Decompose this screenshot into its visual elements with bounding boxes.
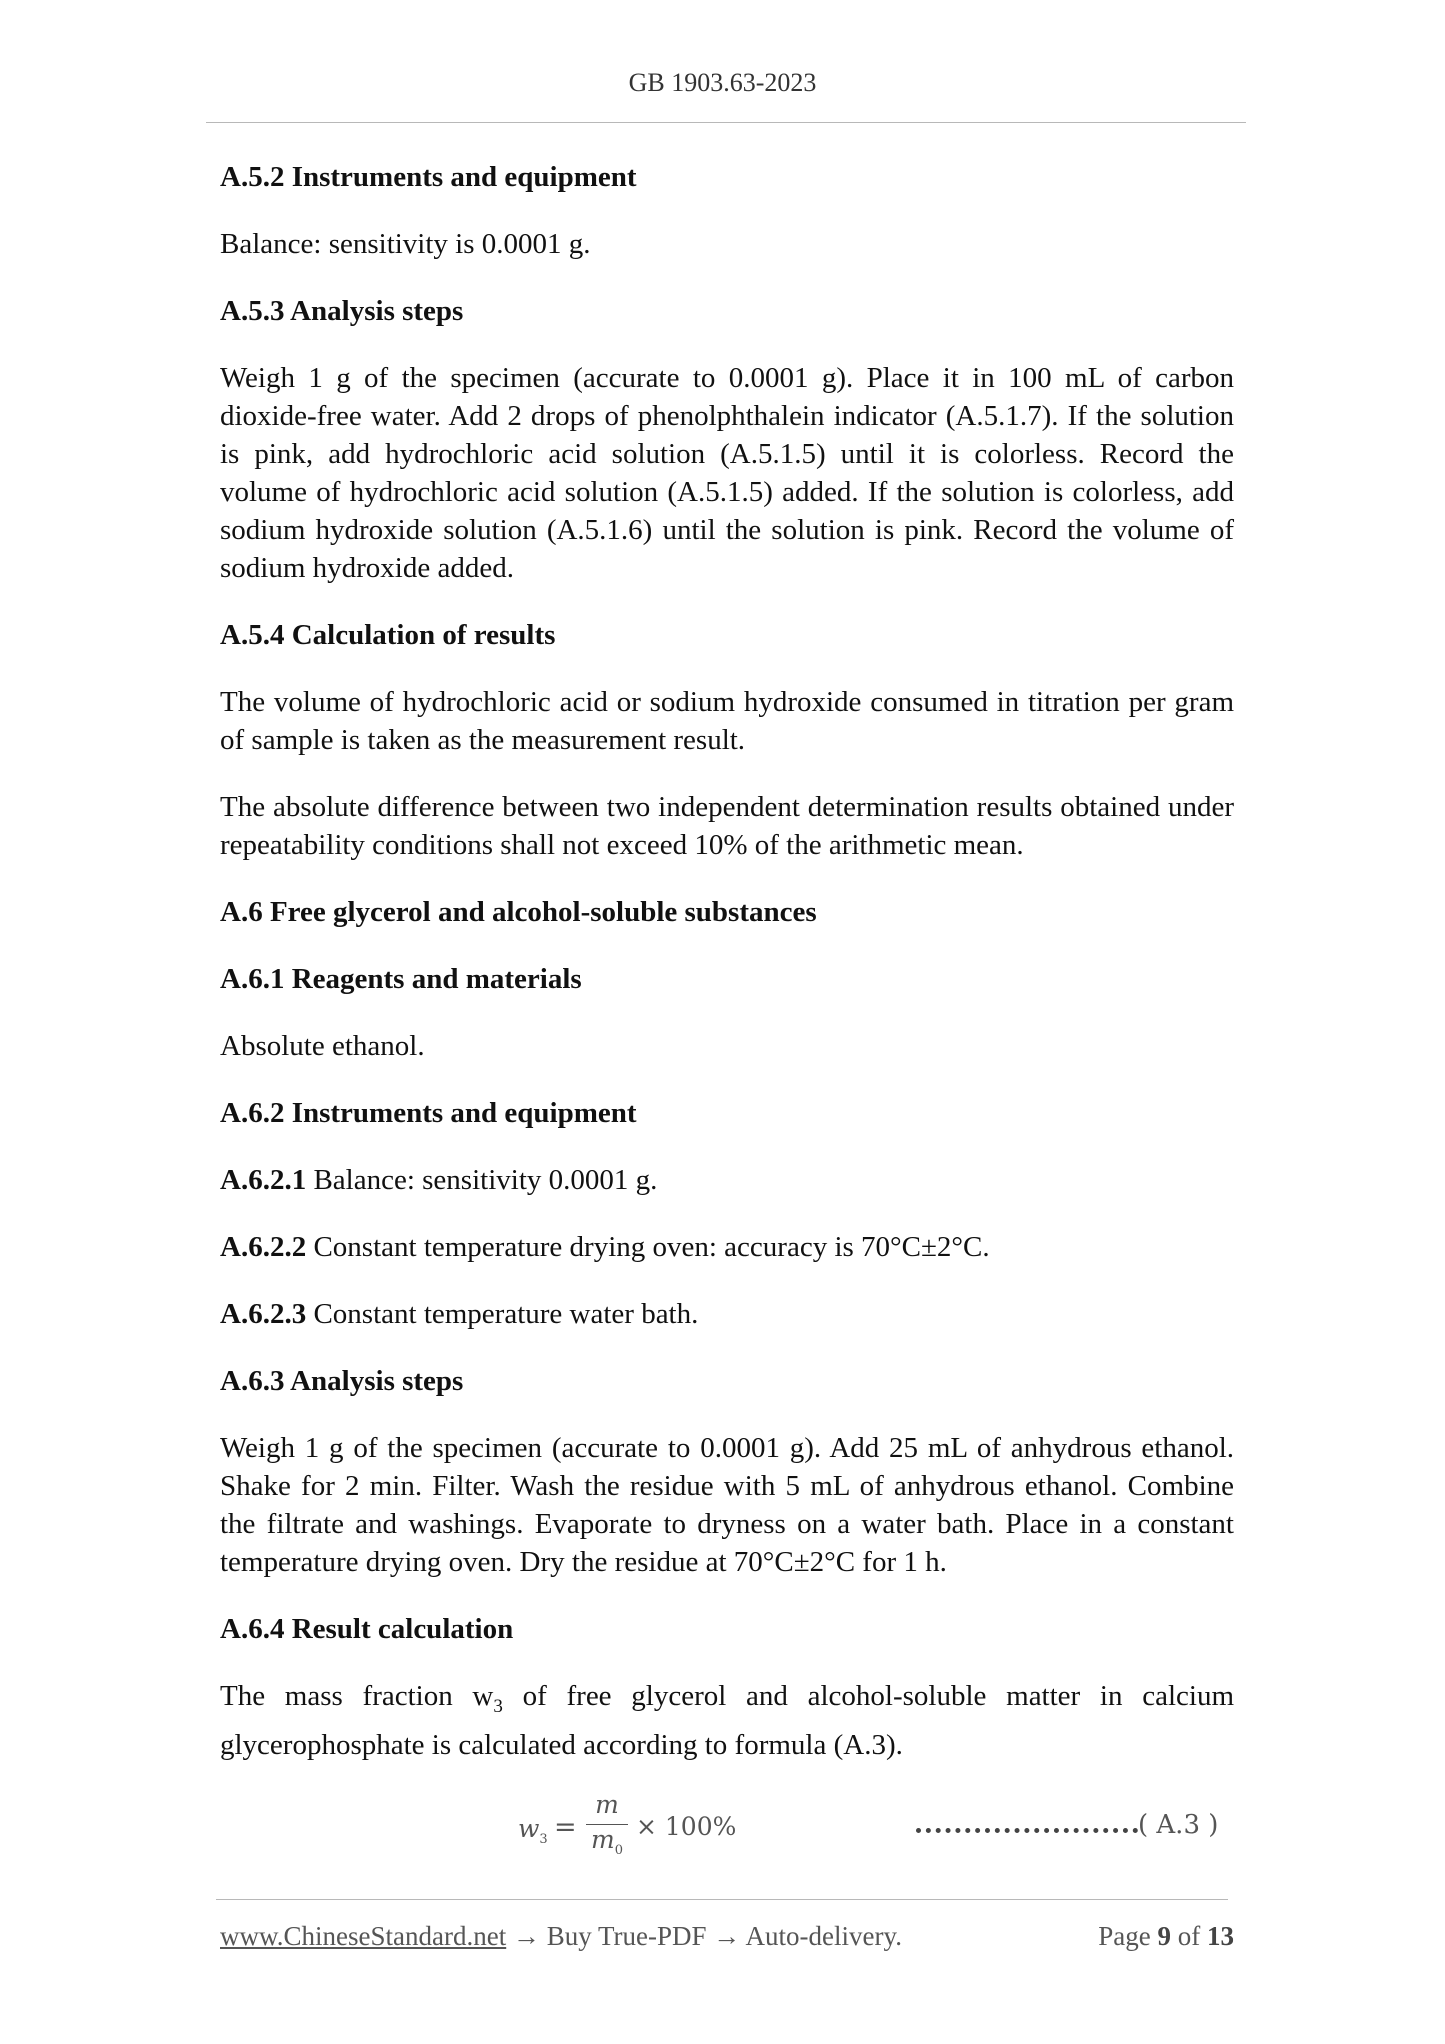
clause-number: A.6.2.1: [220, 1164, 307, 1196]
page-header: GB 1903.63-2023: [628, 68, 817, 97]
formula-numerator: m: [595, 1790, 619, 1819]
formula-leader-dots: [916, 1828, 1138, 1833]
paragraph-a64: The mass fraction $w_3$ of free glycerol and alcohol-soluble matter in calcium glycerophosphate is calculated according to formula (A.3).: [220, 1680, 1234, 1761]
document-body: [220, 158, 1234, 1764]
section-heading-a62: A.6.2 Instruments and equipment: [220, 1097, 637, 1129]
formula-equals: =: [554, 1812, 577, 1843]
paragraph-a54-repeatability: The absolute difference between two independent determination results obtained under repeatability conditions shall not exceed 10% of the arithmetic mean.: [220, 791, 1234, 861]
clause-a622: [220, 1228, 1234, 1266]
section-heading-a6: A.6 Free glycerol and alcohol-soluble substances: [220, 896, 817, 928]
paragraph-a53: Weigh 1 g of the specimen (accurate to 0.0001 g). Place it in 100 mL of carbon dioxide-free water. Add 2 drops of phenolphthalein indicator (A.5.1.7). If the solution is pink, add hydrochloric acid solution (A.5.1.5) until it is colorless. Record the volume of hydrochloric acid solution (A.5.1.5) added. If the solution is colorless, add sodium hydroxide solution (A.5.1.6) until the solution is pink. Record the volume of sodium hydroxide added.: [220, 362, 1234, 584]
site-link[interactable]: www.ChineseStandard.net: [220, 1921, 507, 1951]
header-divider: [206, 122, 1246, 123]
section-heading-a63: A.6.3 Analysis steps: [220, 1365, 464, 1397]
formula-a3: [510, 1790, 1234, 1860]
section-heading-a53: A.5.3 Analysis steps: [220, 295, 464, 327]
clause-text: Constant temperature water bath.: [313, 1298, 699, 1330]
clause-number: A.6.2.2: [220, 1231, 307, 1263]
paragraph-a54-result: The volume of hydrochloric acid or sodium hydroxide consumed in titration per gram of sample is taken as the measurement result.: [220, 686, 1234, 756]
page-footer: [220, 1921, 1234, 1957]
section-heading-a54: A.5.4 Calculation of results: [220, 619, 556, 651]
clause-text: Constant temperature drying oven: accuracy is 70°C±2°C.: [313, 1231, 990, 1263]
formula-percentage: × 100%: [636, 1812, 737, 1841]
page-number: Page 9 of 13: [1098, 1921, 1234, 1951]
formula-denominator: $m_0$: [591, 1825, 623, 1858]
footer-divider: [216, 1899, 1228, 1900]
section-heading-a52: A.5.2 Instruments and equipment: [220, 161, 637, 193]
clause-a623: [220, 1295, 1234, 1333]
footer-promo: [220, 1921, 902, 1952]
paragraph-a63: Weigh 1 g of the specimen (accurate to 0.0001 g). Add 25 mL of anhydrous ethanol. Shake for 2 min. Filter. Wash the residue with 5 mL of anhydrous ethanol. Combine the filtrate and washings. Evaporate to dryness on a water bath. Place in a constant temperature drying oven. Dry the residue at 70°C±2°C for 1 h.: [220, 1432, 1234, 1578]
paragraph-a52: Balance: sensitivity is 0.0001 g.: [220, 228, 591, 260]
formula-lhs: $w_3$: [518, 1814, 548, 1847]
clause-number: A.6.2.3: [220, 1298, 307, 1330]
clause-text: Balance: sensitivity 0.0001 g.: [313, 1164, 658, 1196]
formula-label: ( A.3 ): [1138, 1810, 1219, 1840]
clause-a621: [220, 1161, 1234, 1199]
paragraph-a61: Absolute ethanol.: [220, 1030, 425, 1062]
formula-fraction: [586, 1790, 628, 1858]
promo-text: → Buy True-PDF → Auto-delivery.: [506, 1921, 902, 1951]
section-heading-a64: A.6.4 Result calculation: [220, 1613, 514, 1645]
section-heading-a61: A.6.1 Reagents and materials: [220, 963, 582, 995]
